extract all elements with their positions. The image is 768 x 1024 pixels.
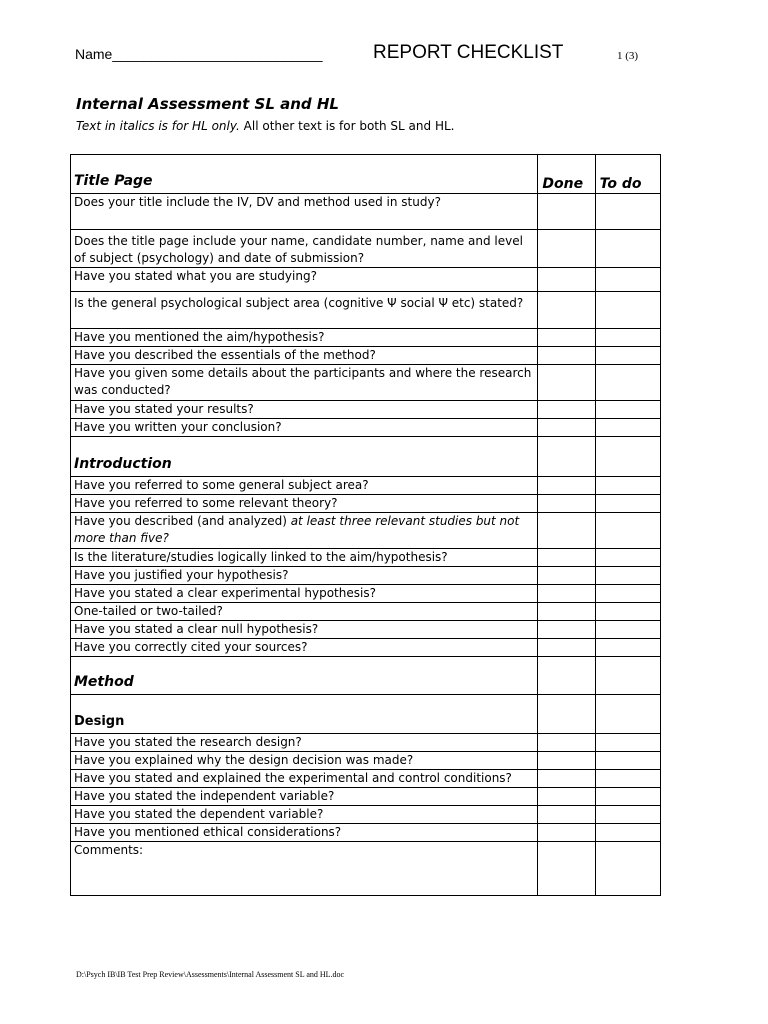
legend-text — [76, 119, 454, 133]
legend-italic: Text in italics is for HL only. — [76, 119, 240, 133]
done-column-header: Done — [538, 155, 595, 194]
comments-row — [71, 842, 661, 896]
done-checkbox-cell[interactable] — [538, 477, 595, 495]
todo-checkbox-cell[interactable] — [595, 513, 660, 549]
done-checkbox-cell[interactable] — [538, 788, 595, 806]
table-row — [71, 347, 661, 365]
table-row — [71, 639, 661, 657]
question-hl-part: at least three relevant studies but not more than five? — [74, 514, 520, 545]
done-checkbox-cell[interactable] — [538, 194, 595, 230]
page-number: 1 (3) — [617, 50, 639, 62]
todo-checkbox-cell[interactable] — [595, 268, 660, 292]
done-checkbox-cell[interactable] — [538, 329, 595, 347]
assessment-title: Internal Assessment SL and HL — [76, 95, 339, 113]
question-text: Have you given some details about the participants and where the research was conducted? — [71, 365, 538, 401]
todo-checkbox-cell[interactable] — [595, 806, 660, 824]
question-text: Have you referred to some general subject area? — [71, 477, 538, 495]
section-header-introduction — [71, 437, 661, 477]
table-row — [71, 585, 661, 603]
todo-checkbox-cell[interactable] — [595, 347, 660, 365]
done-checkbox-cell[interactable] — [538, 419, 595, 437]
section-header-title-page — [71, 155, 661, 194]
table-row — [71, 770, 661, 788]
done-checkbox-cell[interactable] — [538, 806, 595, 824]
todo-checkbox-cell[interactable] — [595, 585, 660, 603]
question-text — [71, 513, 538, 549]
table-row — [71, 401, 661, 419]
table-row — [71, 365, 661, 401]
question-text: Have you stated the independent variable? — [71, 788, 538, 806]
subsection-title: Design — [71, 695, 538, 734]
table-row — [71, 495, 661, 513]
question-text: Have you stated the research design? — [71, 734, 538, 752]
question-text: Have you explained why the design decision was made? — [71, 752, 538, 770]
todo-checkbox-cell[interactable] — [595, 401, 660, 419]
table-row — [71, 752, 661, 770]
table-row — [71, 806, 661, 824]
table-row — [71, 268, 661, 292]
done-checkbox-cell[interactable] — [538, 824, 595, 842]
done-checkbox-cell[interactable] — [538, 752, 595, 770]
todo-checkbox-cell[interactable] — [595, 419, 660, 437]
section-header-method — [71, 657, 661, 695]
table-row — [71, 477, 661, 495]
done-checkbox-cell[interactable] — [538, 567, 595, 585]
question-normal-part: Have you described (and analyzed) — [74, 514, 291, 528]
question-text: Have you stated what you are studying? — [71, 268, 538, 292]
question-text: Have you referred to some relevant theory? — [71, 495, 538, 513]
question-text: Is the general psychological subject area (cognitive Ψ social Ψ etc) stated? — [71, 292, 538, 329]
todo-checkbox-cell[interactable] — [595, 230, 660, 268]
todo-checkbox-cell[interactable] — [595, 842, 660, 896]
todo-checkbox-cell[interactable] — [595, 752, 660, 770]
todo-checkbox-cell[interactable] — [595, 329, 660, 347]
done-checkbox-cell — [538, 657, 595, 695]
done-checkbox-cell[interactable] — [538, 621, 595, 639]
table-row — [71, 788, 661, 806]
question-text: Is the literature/studies logically linked to the aim/hypothesis? — [71, 549, 538, 567]
done-checkbox-cell[interactable] — [538, 639, 595, 657]
section-title: Method — [71, 657, 538, 695]
todo-checkbox-cell[interactable] — [595, 477, 660, 495]
table-row — [71, 329, 661, 347]
todo-checkbox-cell[interactable] — [595, 549, 660, 567]
todo-checkbox-cell[interactable] — [595, 824, 660, 842]
done-checkbox-cell[interactable] — [538, 347, 595, 365]
table-row — [71, 513, 661, 549]
todo-checkbox-cell[interactable] — [595, 770, 660, 788]
todo-checkbox-cell[interactable] — [595, 621, 660, 639]
todo-checkbox-cell[interactable] — [595, 639, 660, 657]
todo-checkbox-cell[interactable] — [595, 365, 660, 401]
done-checkbox-cell[interactable] — [538, 842, 595, 896]
todo-checkbox-cell[interactable] — [595, 495, 660, 513]
done-checkbox-cell[interactable] — [538, 585, 595, 603]
done-checkbox-cell[interactable] — [538, 401, 595, 419]
table-row — [71, 230, 661, 268]
question-text: Have you stated a clear null hypothesis? — [71, 621, 538, 639]
todo-checkbox-cell — [595, 695, 660, 734]
table-row — [71, 567, 661, 585]
done-checkbox-cell[interactable] — [538, 268, 595, 292]
question-text: Have you stated the dependent variable? — [71, 806, 538, 824]
comments-field[interactable]: Comments: — [71, 842, 538, 896]
question-text: Have you stated and explained the experimental and control conditions? — [71, 770, 538, 788]
todo-checkbox-cell — [595, 657, 660, 695]
done-checkbox-cell[interactable] — [538, 770, 595, 788]
todo-checkbox-cell[interactable] — [595, 734, 660, 752]
section-title: Title Page — [71, 155, 538, 194]
todo-column-header: To do — [595, 155, 660, 194]
question-text: Does the title page include your name, candidate number, name and level of subject (psychology) and date of submission? — [71, 230, 538, 268]
question-text: Have you mentioned ethical considerations? — [71, 824, 538, 842]
done-checkbox-cell[interactable] — [538, 495, 595, 513]
todo-checkbox-cell[interactable] — [595, 194, 660, 230]
table-row — [71, 419, 661, 437]
done-checkbox-cell[interactable] — [538, 734, 595, 752]
done-checkbox-cell — [538, 695, 595, 734]
todo-checkbox-cell[interactable] — [595, 603, 660, 621]
todo-checkbox-cell — [595, 437, 660, 477]
done-checkbox-cell[interactable] — [538, 230, 595, 268]
question-text: Have you stated a clear experimental hypothesis? — [71, 585, 538, 603]
report-checklist-table — [70, 154, 661, 896]
done-checkbox-cell[interactable] — [538, 513, 595, 549]
todo-checkbox-cell[interactable] — [595, 292, 660, 329]
done-checkbox-cell[interactable] — [538, 549, 595, 567]
table-row — [71, 824, 661, 842]
todo-checkbox-cell[interactable] — [595, 567, 660, 585]
question-text: Have you justified your hypothesis? — [71, 567, 538, 585]
todo-checkbox-cell[interactable] — [595, 788, 660, 806]
question-text: Have you mentioned the aim/hypothesis? — [71, 329, 538, 347]
table-row — [71, 734, 661, 752]
done-checkbox-cell[interactable] — [538, 603, 595, 621]
legend-normal: All other text is for both SL and HL. — [239, 119, 455, 133]
table-row — [71, 549, 661, 567]
done-checkbox-cell — [538, 437, 595, 477]
subsection-header-design — [71, 695, 661, 734]
section-title: Introduction — [71, 437, 538, 477]
table-row — [71, 292, 661, 329]
question-text: Have you written your conclusion? — [71, 419, 538, 437]
name-field-label: Name___________________________ — [75, 46, 323, 62]
question-text: Does your title include the IV, DV and method used in study? — [71, 194, 538, 230]
table-row — [71, 621, 661, 639]
done-checkbox-cell[interactable] — [538, 365, 595, 401]
page-title: REPORT CHECKLIST — [373, 42, 564, 63]
file-path-footer: D:\Psych IB\IB Test Prep Review\Assessments\Internal Assessment SL and HL.doc — [76, 970, 345, 979]
question-text: Have you correctly cited your sources? — [71, 639, 538, 657]
table-row — [71, 194, 661, 230]
done-checkbox-cell[interactable] — [538, 292, 595, 329]
question-text: Have you described the essentials of the method? — [71, 347, 538, 365]
question-text: One-tailed or two-tailed? — [71, 603, 538, 621]
table-row — [71, 603, 661, 621]
question-text: Have you stated your results? — [71, 401, 538, 419]
